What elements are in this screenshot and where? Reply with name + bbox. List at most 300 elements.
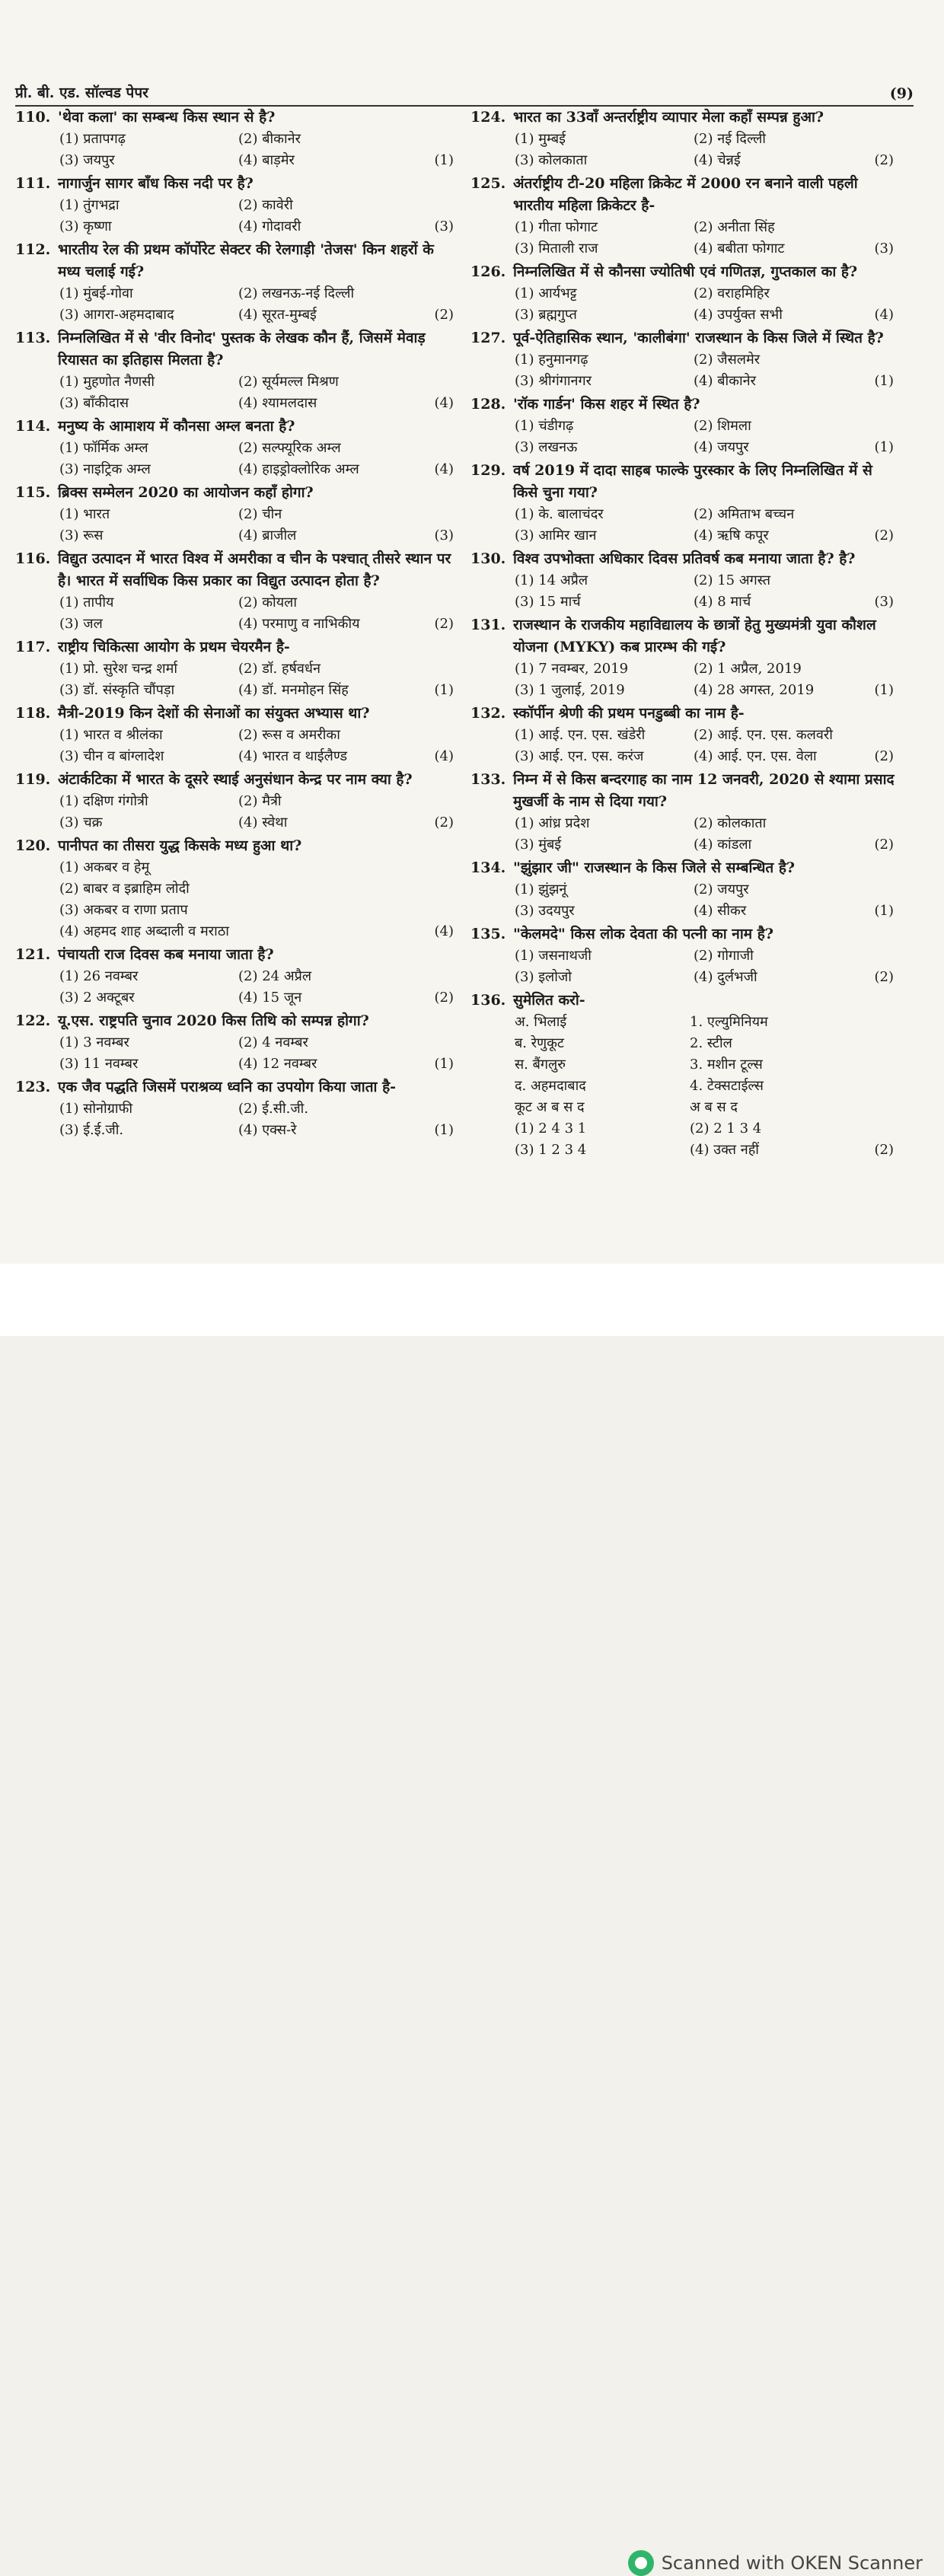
question-number: 120. (15, 837, 51, 854)
option: (1) 7 नवम्बर, 2019 (515, 661, 629, 677)
oken-logo-icon (628, 2550, 654, 2576)
options (15, 966, 457, 1009)
question-number: 122. (15, 1012, 51, 1029)
question-number: 127. (470, 330, 506, 346)
question-number: 114. (15, 418, 51, 435)
option: (2) बाबर व इब्राहिम लोदी (59, 881, 190, 897)
spacer (872, 349, 897, 371)
header-title: प्री. बी. एड. सॉल्वड पेपर (15, 84, 148, 101)
question-text: भारत का 33वाँ अन्तर्राष्ट्रीय व्यापार मेला कहाँ सम्पन्न हुआ? (513, 109, 824, 126)
scanner-footer (0, 1264, 944, 2574)
options (470, 570, 897, 613)
question (15, 835, 457, 942)
options (15, 592, 457, 635)
question-text: राष्ट्रीय चिकित्सा आयोग के प्रथम चेयरमैन है- (58, 639, 290, 655)
options (470, 129, 897, 171)
answer: (2) (434, 616, 454, 632)
option: (2) डॉ. हर्षवर्धन (238, 661, 321, 677)
match-left: अ. भिलाई (515, 1014, 567, 1030)
option: (4) ऋषि कपूर (694, 528, 769, 544)
option: (1) आर्यभट्ट (515, 285, 577, 301)
question-text: अंटार्कटिका में भारत के दूसरे स्थाई अनुसंधान केन्द्र पर नाम क्या है? (58, 771, 413, 788)
option: (1) प्रो. सुरेश चन्द्र शर्मा (59, 661, 177, 677)
option: (1) हनुमानगढ़ (515, 352, 588, 368)
answer: (1) (874, 373, 894, 389)
spacer (411, 857, 457, 878)
option: (4) उपर्युक्त सभी (694, 307, 783, 323)
question (15, 944, 457, 1009)
question-text: मनुष्य के आमाशय में कौनसा अम्ल बनता है? (58, 418, 295, 435)
question (15, 327, 457, 414)
option: (3) बाँकीदास (59, 395, 129, 411)
question (15, 703, 457, 767)
question (15, 416, 457, 480)
spacer (417, 129, 457, 150)
option: (1) जसनाथजी (515, 948, 592, 964)
answer: (2) (874, 837, 894, 853)
option: (3) जयपुर (59, 152, 115, 168)
question-136 (470, 990, 897, 1161)
option: (3) उदयपुर (515, 903, 575, 919)
question-text: वर्ष 2019 में दादा साहब फाल्के पुरस्कार के लिए निम्नलिखित में से किसे चुना गया? (513, 462, 872, 501)
option: (3) ब्रह्मगुप्त (515, 307, 577, 323)
option: (2) लखनऊ-नई दिल्ली (238, 285, 355, 301)
option: (1) मुहणोत नैणसी (59, 374, 155, 390)
option: (4) सीकर (694, 903, 747, 919)
question-number: 116. (15, 550, 51, 567)
option: (1) 26 नवम्बर (59, 968, 139, 984)
question-text: स्कॉर्पीन श्रेणी की प्रथम पनडुब्बी का नाम है- (513, 705, 745, 722)
question-number: 133. (470, 771, 506, 788)
question-text: राजस्थान के राजकीय महाविद्यालय के छात्रों हेतु मुख्यमंत्री युवा कौशल योजना (MYKY) कब प्रारम्भ की गई? (513, 617, 876, 655)
question (470, 614, 897, 701)
spacer (872, 570, 897, 591)
option: (1) मुंबई-गोवा (59, 285, 133, 301)
options (15, 438, 457, 480)
answer: (2) (874, 1142, 894, 1158)
code-option: (2) 2 1 3 4 (690, 1121, 762, 1137)
question-number: 121. (15, 946, 51, 963)
question-number: 130. (470, 550, 506, 567)
option: (1) 3 नवम्बर (59, 1035, 129, 1050)
answer: (3) (874, 594, 894, 610)
spacer (865, 1097, 897, 1118)
code-row (515, 1118, 897, 1140)
match-right: 1. एल्युमिनियम (690, 1014, 768, 1030)
option: (3) जल (59, 616, 103, 632)
answer: (3) (434, 528, 454, 544)
question (470, 460, 897, 547)
option: (3) डॉ. संस्कृति चौंपड़ा (59, 682, 175, 698)
code-header (515, 1097, 897, 1118)
question-line (470, 990, 897, 1012)
question-text: सुमेलित करो- (513, 992, 585, 1009)
spacer (417, 1098, 457, 1120)
question-number: 115. (15, 484, 51, 501)
option: (3) आगरा-अहमदाबाद (59, 307, 174, 323)
spacer (872, 879, 897, 901)
question-line (15, 239, 457, 283)
options (15, 1098, 457, 1141)
option: (4) बबीता फोगाट (694, 241, 785, 257)
option: (3) मिताली राज (515, 241, 598, 257)
option: (3) 15 मार्च (515, 594, 581, 610)
answer: (1) (434, 1122, 454, 1138)
options (15, 129, 457, 171)
match-right: 3. मशीन टूल्स (690, 1057, 763, 1073)
answer: (2) (874, 748, 894, 764)
question-line (15, 944, 457, 966)
page-number: (9) (889, 85, 914, 102)
question-line (15, 173, 457, 195)
option: (1) भारत व श्रीलंका (59, 727, 163, 743)
option: (2) आई. एन. एस. कलवरी (694, 727, 833, 743)
answer: (2) (434, 815, 454, 831)
option: (2) नई दिल्ली (694, 131, 766, 147)
question-text: विद्युत उत्पादन में भारत विश्व में अमरीका व चीन के पश्चात् तीसरे स्थान पर है। भारत में सर्वाधिक किस प्रकार का विद्युत उत्पादन होता है? (58, 550, 451, 589)
question-number: 110. (15, 109, 51, 126)
spacer (872, 504, 897, 525)
question-line (470, 394, 897, 416)
question-text: निम्नलिखित में से कौनसा ज्योतिषी एवं गणितज्ञ, गुप्तकाल का है? (513, 263, 858, 280)
question-number: 117. (15, 639, 51, 655)
question-text: 'रॉक गार्डन' किस शहर में स्थित है? (513, 396, 700, 413)
spacer (417, 725, 457, 746)
question-text: भारतीय रेल की प्रथम कॉर्पोरेट सेक्टर की रेलगाड़ी 'तेजस' किन शहरों के मध्य चलाई गई? (58, 241, 434, 280)
question (470, 923, 897, 988)
spacer (872, 283, 897, 304)
option: (4) जयपुर (694, 439, 749, 455)
option: (3) अकबर व राणा प्रताप (59, 902, 188, 918)
option: (2) सूर्यमल्ल मिश्रण (238, 374, 339, 390)
question (15, 769, 457, 834)
option: (3) श्रीगंगानगर (515, 373, 592, 389)
answer: (2) (874, 528, 894, 544)
option: (4) हाइड्रोक्लोरिक अम्ल (238, 461, 359, 477)
question-text: निम्न में से किस बन्दरगाह का नाम 12 जनवरी, 2020 से श्यामा प्रसाद मुखर्जी के नाम से दिया गया? (513, 771, 895, 810)
question-line (15, 769, 457, 791)
option: (1) 14 अप्रैल (515, 572, 588, 588)
question-number: 132. (470, 705, 506, 722)
option: (4) 28 अगस्त, 2019 (694, 682, 815, 698)
options (470, 945, 897, 988)
spacer (872, 129, 897, 150)
question (15, 173, 457, 238)
option: (2) गोगाजी (694, 948, 754, 964)
question-text: विश्व उपभोक्ता अधिकार दिवस प्रतिवर्ष कब मनाया जाता है? है? (513, 550, 856, 567)
question-line (15, 482, 457, 504)
question-number: 129. (470, 462, 506, 479)
scanner-text: Scanned with OKEN Scanner (661, 2552, 923, 2574)
question-text: एक जैव पद्धति जिसमें पराश्रव्य ध्वनि का उपयोग किया जाता है- (58, 1079, 397, 1095)
option: (3) नाइट्रिक अम्ल (59, 461, 151, 477)
answer: (4) (434, 461, 454, 477)
options (15, 283, 457, 326)
question-text: ब्रिक्स सम्मेलन 2020 का आयोजन कहाँ होगा? (58, 484, 314, 501)
question-number: 124. (470, 109, 506, 126)
option: (1) गीता फोगाट (515, 219, 598, 235)
answer: (1) (874, 682, 894, 698)
option: (1) झुंझनूं (515, 882, 567, 897)
option: (4) अहमद शाह अब्दाली व मराठा (59, 923, 229, 939)
question (470, 703, 897, 767)
question-line (470, 703, 897, 725)
option: (2) सल्फ्यूरिक अम्ल (238, 440, 341, 456)
option: (2) कोयला (238, 595, 298, 611)
option: (1) सोनोग्राफी (59, 1101, 133, 1117)
question-number: 128. (470, 396, 506, 413)
option: (3) चक्र (59, 815, 103, 831)
question (15, 1076, 457, 1141)
spacer (417, 658, 457, 680)
spacer (417, 195, 457, 216)
option: (3) कोलकाता (515, 152, 588, 168)
option: (4) 12 नवम्बर (238, 1056, 317, 1072)
question (15, 107, 457, 171)
spacer (872, 416, 897, 437)
question-text: निम्नलिखित में से 'वीर विनोद' पुस्तक के लेखक कौन हैं, जिसमें मेवाड़ रियासत का इतिहास मिलता है? (58, 330, 426, 368)
code-head-left: कूट अ ब स द (515, 1099, 585, 1115)
options (470, 658, 897, 701)
question-text: अंतर्राष्ट्रीय टी-20 महिला क्रिकेट में 2000 रन बनाने वाली पहली भारतीय महिला क्रिकेटर है- (513, 175, 858, 214)
answer: (4) (434, 748, 454, 764)
option: (4) परमाणु व नाभिकीय (238, 616, 360, 632)
question-line (470, 548, 897, 570)
left-column (15, 107, 457, 1143)
option: (1) आई. एन. एस. खंडेरी (515, 727, 646, 743)
option: (3) आई. एन. एस. करंज (515, 748, 644, 764)
question-number: 119. (15, 771, 51, 788)
spacer (865, 1118, 897, 1140)
option: (4) भारत व थाईलैण्ड (238, 748, 347, 764)
spacer (411, 878, 457, 900)
spacer (417, 791, 457, 812)
options (470, 813, 897, 856)
match-right: 4. टेक्सटाईल्स (690, 1078, 764, 1094)
question-number: 135. (470, 926, 506, 942)
question-text: "झुंझार जी" राजस्थान के किस जिले से सम्बन्धित है? (513, 859, 796, 876)
match-left: द. अहमदाबाद (515, 1078, 586, 1094)
match-left: ब. रेणुकूट (515, 1035, 564, 1051)
options (470, 725, 897, 767)
question-line (470, 857, 897, 879)
question (470, 769, 897, 856)
options (470, 349, 897, 392)
question-line (15, 327, 457, 371)
options (470, 283, 897, 326)
question (470, 173, 897, 260)
option: (2) जैसलमेर (694, 352, 761, 368)
option: (2) चीन (238, 506, 282, 522)
spacer (872, 813, 897, 834)
question-text: नागार्जुन सागर बाँध किस नदी पर है? (58, 175, 254, 192)
question-text: मैत्री-2019 किन देशों की सेनाओं का संयुक्त अभ्यास था? (58, 705, 370, 722)
question-line (15, 636, 457, 658)
question-number: 131. (470, 617, 506, 633)
page (0, 0, 944, 1264)
code-row (515, 1140, 897, 1161)
option: (2) कोलकाता (694, 815, 767, 831)
options (15, 1032, 457, 1075)
question-text: यू.एस. राष्ट्रपति चुनाव 2020 किस तिथि को सम्पन्न होगा? (58, 1012, 369, 1029)
question-number: 111. (15, 175, 51, 192)
option: (1) के. बालाचंदर (515, 506, 604, 522)
options (15, 504, 457, 547)
question-line (470, 460, 897, 504)
option: (4) 8 मार्च (694, 594, 751, 610)
question-number: 126. (470, 263, 506, 280)
question-line (15, 835, 457, 857)
option: (4) आई. एन. एस. वेला (694, 748, 817, 764)
scanner-watermark (628, 2550, 923, 2576)
question (470, 394, 897, 458)
spacer (872, 725, 897, 746)
question-number: 125. (470, 175, 506, 192)
options (470, 217, 897, 260)
answer: (3) (874, 241, 894, 257)
spacer (417, 283, 457, 304)
question (15, 636, 457, 701)
option: (3) ई.ई.जी. (59, 1122, 124, 1138)
option: (1) दक्षिण गंगोत्री (59, 793, 148, 809)
answer: (1) (874, 439, 894, 455)
question (470, 107, 897, 171)
spacer (417, 592, 457, 614)
answer: (4) (434, 923, 454, 939)
option: (3) रूस (59, 528, 104, 544)
options (15, 791, 457, 834)
option: (3) लखनऊ (515, 439, 578, 455)
option: (2) 24 अप्रैल (238, 968, 312, 984)
option: (2) 1 अप्रैल, 2019 (694, 661, 802, 677)
question-line (470, 923, 897, 945)
option: (1) मुम्बई (515, 131, 566, 147)
option: (3) इलोजो (515, 969, 572, 985)
option: (2) रूस व अमरीका (238, 727, 340, 743)
option: (4) श्यामलदास (238, 395, 317, 411)
answer: (4) (874, 307, 894, 323)
options (15, 195, 457, 238)
question-line (470, 327, 897, 349)
answer: (2) (434, 307, 454, 323)
option: (4) कांडला (694, 837, 752, 853)
question-number: 113. (15, 330, 51, 346)
question (15, 548, 457, 635)
option: (2) ई.सी.जी. (238, 1101, 309, 1117)
spacer (417, 1032, 457, 1054)
question-line (15, 416, 457, 438)
answer: (2) (874, 152, 894, 168)
option: (1) तापीय (59, 595, 114, 611)
options (15, 725, 457, 767)
question-line (470, 107, 897, 129)
option: (3) मुंबई (515, 837, 562, 853)
question-line (470, 614, 897, 658)
question (470, 261, 897, 326)
option: (4) 15 जून (238, 990, 302, 1006)
options (15, 371, 457, 414)
answer: (1) (434, 152, 454, 168)
spacer (411, 900, 457, 921)
question-line (15, 548, 457, 592)
options (15, 658, 457, 701)
question-number: 123. (15, 1079, 51, 1095)
answer: (3) (434, 218, 454, 234)
right-column (470, 107, 897, 1162)
option: (4) एक्स-रे (238, 1122, 297, 1138)
question-text: पूर्व-ऐतिहासिक स्थान, 'कालीबंगा' राजस्थान के किस जिले में स्थित है? (513, 330, 884, 346)
option: (4) बाड़मेर (238, 152, 295, 168)
option: (3) आमिर खान (515, 528, 597, 544)
option: (3) कृष्णा (59, 218, 112, 234)
answer: (2) (434, 990, 454, 1006)
match-table (470, 1012, 897, 1097)
question-line (470, 769, 897, 813)
question-line (470, 261, 897, 283)
question-text: पानीपत का तीसरा युद्ध किसके मध्य हुआ था? (58, 837, 302, 854)
option: (4) सूरत-मुम्बई (238, 307, 317, 323)
option: (1) भारत (59, 506, 110, 522)
question-number: 112. (15, 241, 51, 258)
question-number: 134. (470, 859, 506, 876)
question-text: पंचायती राज दिवस कब मनाया जाता है? (58, 946, 274, 963)
options (15, 857, 457, 942)
option: (4) गोदावरी (238, 218, 301, 234)
question-text: "केलमदे" किस लोक देवता की पत्नी का नाम है? (513, 926, 773, 942)
option: (4) बीकानेर (694, 373, 756, 389)
question-line (15, 1076, 457, 1098)
code-option: (3) 1 2 3 4 (515, 1142, 587, 1158)
code-option: (4) उक्त नहीं (690, 1142, 759, 1158)
option: (4) डॉ. मनमोहन सिंह (238, 682, 349, 698)
code-option: (1) 2 4 3 1 (515, 1121, 587, 1137)
option: (4) ब्राजील (238, 528, 297, 544)
question (470, 327, 897, 392)
option: (2) मैत्री (238, 793, 282, 809)
options (470, 879, 897, 922)
spacer (417, 438, 457, 459)
option: (2) अनीता सिंह (694, 219, 775, 235)
option: (2) वराहमिहिर (694, 285, 770, 301)
option: (2) जयपुर (694, 882, 749, 897)
options (470, 416, 897, 458)
option: (2) 4 नवम्बर (238, 1035, 308, 1050)
option: (3) 1 जुलाई, 2019 (515, 682, 625, 698)
question (15, 1010, 457, 1075)
option: (1) प्रतापगढ़ (59, 131, 126, 147)
answer: (1) (434, 682, 454, 698)
code-table (470, 1097, 897, 1161)
spacer (872, 217, 897, 238)
question-number: 118. (15, 705, 51, 722)
option: (2) शिमला (694, 418, 751, 434)
answer: (1) (434, 1056, 454, 1072)
question-line (15, 107, 457, 129)
spacer (417, 371, 457, 393)
option: (4) दुर्लभजी (694, 969, 757, 985)
question-line (15, 703, 457, 725)
option: (1) चंडीगढ़ (515, 418, 574, 434)
options (470, 504, 897, 547)
option: (1) आंध्र प्रदेश (515, 815, 590, 831)
answer: (4) (434, 395, 454, 411)
match-left: स. बैंगलुरु (515, 1057, 566, 1073)
question-line (470, 173, 897, 217)
question-line (15, 1010, 457, 1032)
option: (3) 2 अक्टूबर (59, 990, 135, 1006)
question (470, 857, 897, 922)
option: (2) बीकानेर (238, 131, 301, 147)
